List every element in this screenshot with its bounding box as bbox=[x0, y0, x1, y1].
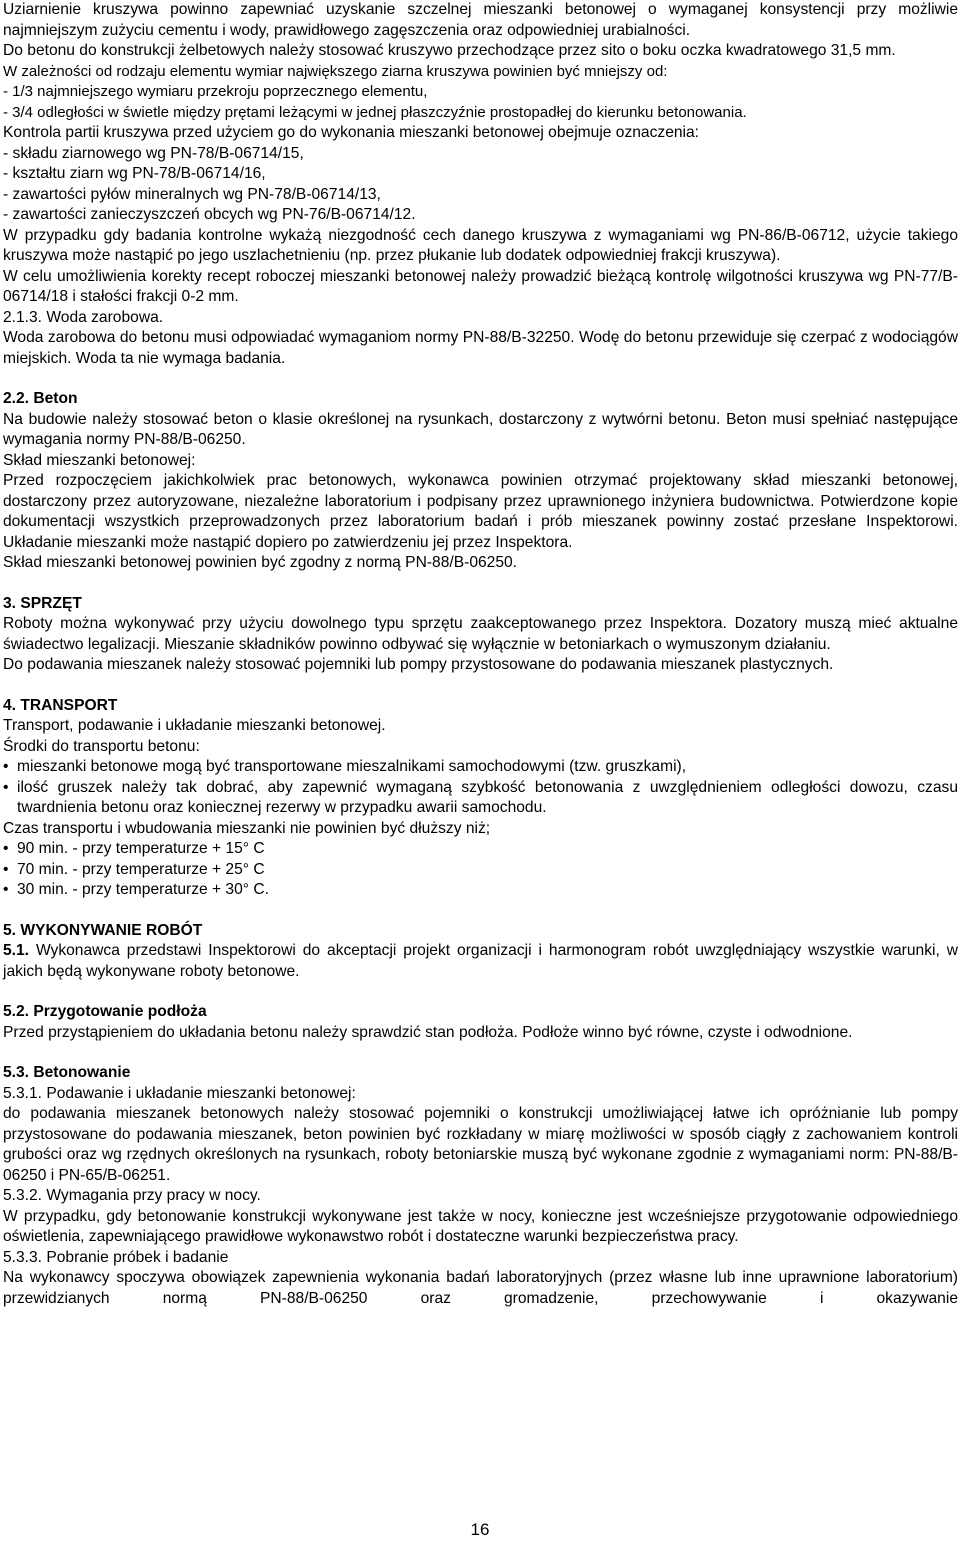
page-number: 16 bbox=[470, 1520, 490, 1539]
section-heading-concrete: 2.2. Beton bbox=[3, 390, 78, 407]
list-item: • 70 min. - przy temperaturze + 25° C bbox=[3, 860, 958, 881]
subsection-title-night: 5.3.2. Wymagania przy pracy w nocy. bbox=[3, 1187, 261, 1204]
spacer bbox=[3, 574, 958, 594]
subsection-heading-substrate: 5.2. Przygotowanie podłoża bbox=[3, 1003, 207, 1020]
bullet-icon: • bbox=[3, 778, 9, 796]
list-line: - zawartości zanieczyszczeń obcych wg PN-76/B-06714/12. bbox=[3, 206, 416, 223]
section-heading-transport bbox=[3, 696, 958, 717]
subsection-title-sampling: 5.3.3. Pobranie próbek i badanie bbox=[3, 1248, 229, 1266]
paragraph-aggregate-grading: Uziarnienie kruszywa powinno zapewniać uzyskanie szczelnej mieszanki betonowej o wymaganej konsystencji przy możliwie najmniejszym zużyciu cementu i wody, prawidłowego zagęszczenia oraz odpowiedniej urabialności. bbox=[3, 1, 958, 39]
paragraph-pumps: Do podawania mieszanek należy stosować pojemniki lub pompy przystosowane do podawania mieszanek plastycznych. bbox=[3, 656, 834, 673]
list-item: • mieszanki betonowe mogą być transportowane mieszalnikami samochodowymi (tzw. gruszkami), bbox=[3, 757, 958, 778]
bullet-icon: • bbox=[3, 840, 9, 857]
spacer bbox=[3, 369, 958, 389]
spacer bbox=[3, 676, 958, 696]
list-line: - składu ziarnowego wg PN-78/B-06714/15, bbox=[3, 144, 304, 162]
section-heading-equipment bbox=[3, 594, 958, 615]
list-item: • 30 min. - przy temperaturze + 30° C. bbox=[3, 880, 958, 901]
paragraph-aggregate-control: Kontrola partii kruszywa przed użyciem go do wykonania mieszanki betonowej obejmuje oznaczenia: bbox=[3, 124, 700, 141]
bullet-icon: • bbox=[3, 881, 9, 898]
spacer bbox=[3, 901, 958, 921]
paragraph-aggregate-sieve: Do betonu do konstrukcji żelbetowych należy stosować kruszywo przechodzące przez sito o boku oczka kwadratowego 31,5 mm. bbox=[3, 42, 896, 59]
spacer bbox=[3, 982, 958, 1002]
paragraph-moisture-control: W celu umożliwienia korekty recept roboczej mieszanki betonowej należy prowadzić bieżącą kontrolę wilgotności kruszywa wg PN-77/B-06714/18 i stałości frakcji 0-2 mm. bbox=[3, 267, 958, 305]
list-line: - 3/4 odległości w świetle między prętami leżącymi w jednej płaszczyźnie prostopadłej do kierunku betonowania. bbox=[3, 103, 747, 121]
bullet-icon: • bbox=[3, 860, 9, 878]
paragraph-equipment: Roboty można wykonywać przy użyciu dowolnego typu sprzętu zaakceptowanego przez Inspektora. Dozatory muszą mieć aktualne świadectwo legalizacji. Mieszanie składników powinno odbywać się wyłącznie w betoniarkach o wymuszonym działaniu. bbox=[3, 615, 958, 653]
list-line: - zawartości pyłów mineralnych wg PN-78/B-06714/13, bbox=[3, 185, 381, 203]
list-item: • ilość gruszek należy tak dobrać, aby zapewnić wymaganą szybkość betonowania z uwzględnieniem odległości dowozu, czasu twardnienia betonu oraz koniecznej rezerwy w przypadku awarii samochodu. bbox=[3, 778, 958, 819]
paragraph-concrete-class: Na budowie należy stosować beton o klasie określonej na rysunkach, dostarczony z wytwórni betonu. Beton musi spełniać następujące wymagania normy PN-88/B-06250. bbox=[3, 410, 958, 448]
section-title: WYKONYWANIE ROBÓT bbox=[20, 921, 203, 939]
paragraph-transport: Transport, podawanie i układanie mieszanki betonowej. bbox=[3, 717, 386, 734]
paragraph-water: Woda zarobowa do betonu musi odpowiadać wymaganiom normy PN-88/B-32250. Wodę do betonu przewiduje się czerpać z wodociągów miejskich. Woda ta nie wymaga badania. bbox=[3, 329, 958, 367]
list-line: - 1/3 najmniejszego wymiaru przekroju poprzecznego elementu, bbox=[3, 83, 428, 100]
subsection-number: 5.1. bbox=[3, 942, 30, 959]
paragraph-sampling: Na wykonawcy spoczywa obowiązek zapewnienia wykonania badań laboratoryjnych (przez własne lub inne uprawnione laboratorium) przewidzianych normą PN-88/B-06250 oraz gromadzenie, przechowywanie i okazywanie bbox=[3, 1269, 958, 1307]
section-number: 5. bbox=[3, 921, 17, 939]
list-item: • 90 min. - przy temperaturze + 15° C bbox=[3, 839, 958, 860]
paragraph-transport-means: Środki do transportu betonu: bbox=[3, 737, 200, 755]
paragraph-organization: 5.1. Wykonawca przedstawi Inspektorowi do akceptacji projekt organizacji i harmonogram robót uwzględniający wszystkie warunki, w jakich będą wykonywane roboty betonowe. bbox=[3, 942, 958, 980]
bullet-icon: • bbox=[3, 758, 9, 775]
subsection-title-water: 2.1.3. Woda zarobowa. bbox=[3, 308, 164, 326]
section-heading-works bbox=[3, 921, 958, 942]
paragraph-mix-design: Przed rozpoczęciem jakichkolwiek prac betonowych, wykonawca powinien otrzymać projektowany skład mieszanki betonowej, dostarczony przez autoryzowane, niezależne laboratorium i podpisany przez uprawnionego inżyniera budownictwa. Potwierdzone kopie dokumentacji wszystkich przeprowadzonych przez laboratorium badań i prób mieszanek powinny zostać przesłane Inspektorowi. Układanie mieszanki może nastąpić dopiero po zatwierdzeniu jej przez Inspektora. bbox=[3, 472, 958, 551]
section-number: 4. bbox=[3, 696, 17, 714]
paragraph-mix-title: Skład mieszanki betonowej: bbox=[3, 451, 196, 469]
subsection-heading-concreting: 5.3. Betonowanie bbox=[3, 1064, 131, 1081]
section-title: SPRZĘT bbox=[20, 594, 82, 612]
section-title: TRANSPORT bbox=[20, 696, 118, 714]
spacer bbox=[3, 1043, 958, 1063]
subsection-title-placing: 5.3.1. Podawanie i układanie mieszanki betonowej: bbox=[3, 1084, 356, 1102]
document-page bbox=[3, 0, 958, 1309]
paragraph-night: W przypadku, gdy betonowanie konstrukcji wykonywane jest także w nocy, konieczne jest wcześniejsze przygotowanie odpowiedniego oświetlenia, zapewniającego prawidłowe wykonawstwo robót i dostateczne warunki bezpieczeństwa pracy. bbox=[3, 1207, 958, 1245]
list-line: - kształtu ziarn wg PN-78/B-06714/16, bbox=[3, 165, 266, 182]
paragraph-mix-standard: Skład mieszanki betonowej powinien być zgodny z normą PN-88/B-06250. bbox=[3, 554, 518, 571]
paragraph-grain-size: W zależności od rodzaju elementu wymiar największego ziarna kruszywa powinien być mniejszy od: bbox=[3, 62, 668, 80]
paragraph-substrate: Przed przystąpieniem do układania betonu należy sprawdzić stan podłoża. Podłoże winno być równe, czyste i odwodnione. bbox=[3, 1023, 853, 1041]
section-number: 3. bbox=[3, 594, 17, 612]
paragraph-placing: do podawania mieszanek betonowych należy stosować pojemniki o konstrukcji umożliwiającej łatwe ich opróżnianie lub pompy przystosowane do podawania mieszanek, beton powinien być rozkładany w miarę możliwości w sposób ciągły z zachowaniem kontroli grubości oraz wg rzędnych określonych na rysunkach, roboty betoniarskie muszą być wykonane zgodnie z wymaganiami norm: PN-88/B-06250 i PN-65/B-06251. bbox=[3, 1105, 958, 1184]
paragraph-transport-time: Czas transportu i wbudowania mieszanki nie powinien być dłuższy niż; bbox=[3, 819, 491, 837]
paragraph-aggregate-nonconformity: W przypadku gdy badania kontrolne wykażą niezgodność cech danego kruszywa z wymaganiami wg PN-86/B-06712, użycie takiego kruszywa może nastąpić po jego uszlachetnieniu (np. przez płukanie lub dodatek odpowiedniej frakcji kruszywa). bbox=[3, 226, 958, 264]
